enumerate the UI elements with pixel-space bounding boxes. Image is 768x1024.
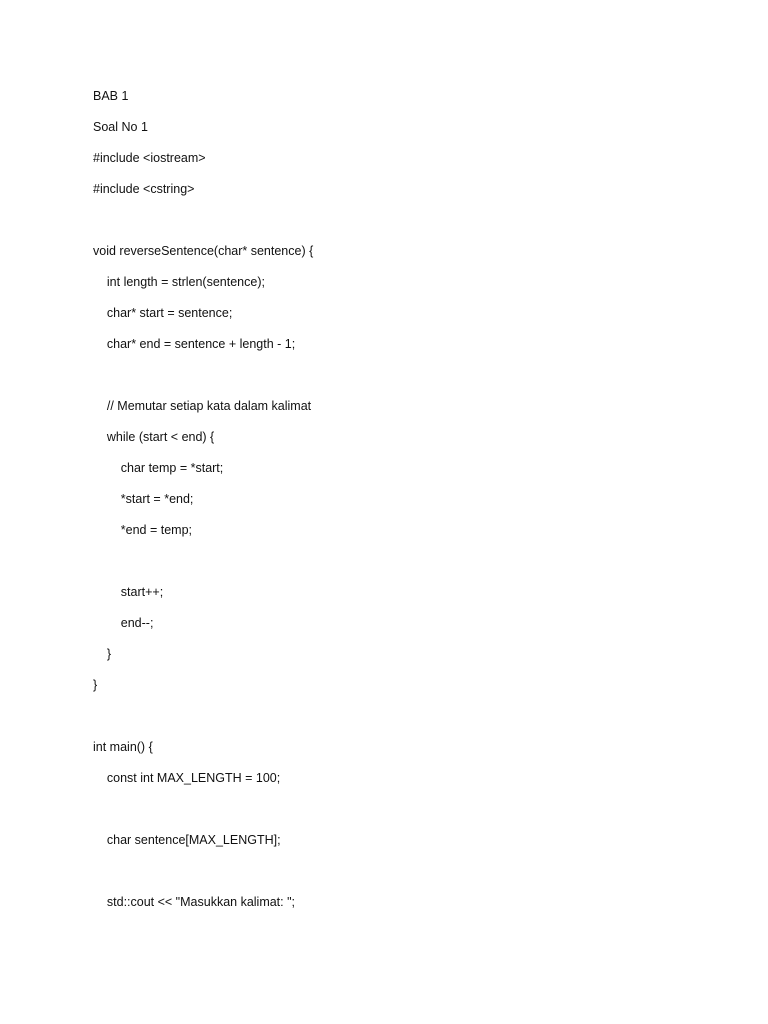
question-heading: Soal No 1 bbox=[93, 120, 148, 134]
code-line-swap-end: *end = temp; bbox=[93, 523, 193, 537]
code-line-temp: char temp = *start; bbox=[93, 461, 224, 475]
code-line-end: char* end = sentence + length - 1; bbox=[93, 337, 296, 351]
code-line-cout: std::cout << "Masukkan kalimat: "; bbox=[93, 895, 296, 909]
chapter-heading: BAB 1 bbox=[93, 89, 129, 103]
code-line-function-signature: void reverseSentence(char* sentence) { bbox=[93, 244, 314, 258]
code-line-length: int length = strlen(sentence); bbox=[93, 275, 265, 289]
code-line-while: while (start < end) { bbox=[93, 430, 215, 444]
code-line-close-function: } bbox=[93, 678, 98, 692]
code-line-main: int main() { bbox=[93, 740, 153, 754]
code-line-decrement: end--; bbox=[93, 616, 154, 630]
code-line-start: char* start = sentence; bbox=[93, 306, 233, 320]
code-line-comment: // Memutar setiap kata dalam kalimat bbox=[93, 399, 312, 413]
code-line-close-while: } bbox=[93, 647, 112, 661]
code-line-increment: start++; bbox=[93, 585, 164, 599]
code-line-sentence-array: char sentence[MAX_LENGTH]; bbox=[93, 833, 281, 847]
code-line-include-iostream: #include <iostream> bbox=[93, 151, 206, 165]
code-line-swap-start: *start = *end; bbox=[93, 492, 194, 506]
code-line-include-cstring: #include <cstring> bbox=[93, 182, 195, 196]
code-line-max-length: const int MAX_LENGTH = 100; bbox=[93, 771, 281, 785]
